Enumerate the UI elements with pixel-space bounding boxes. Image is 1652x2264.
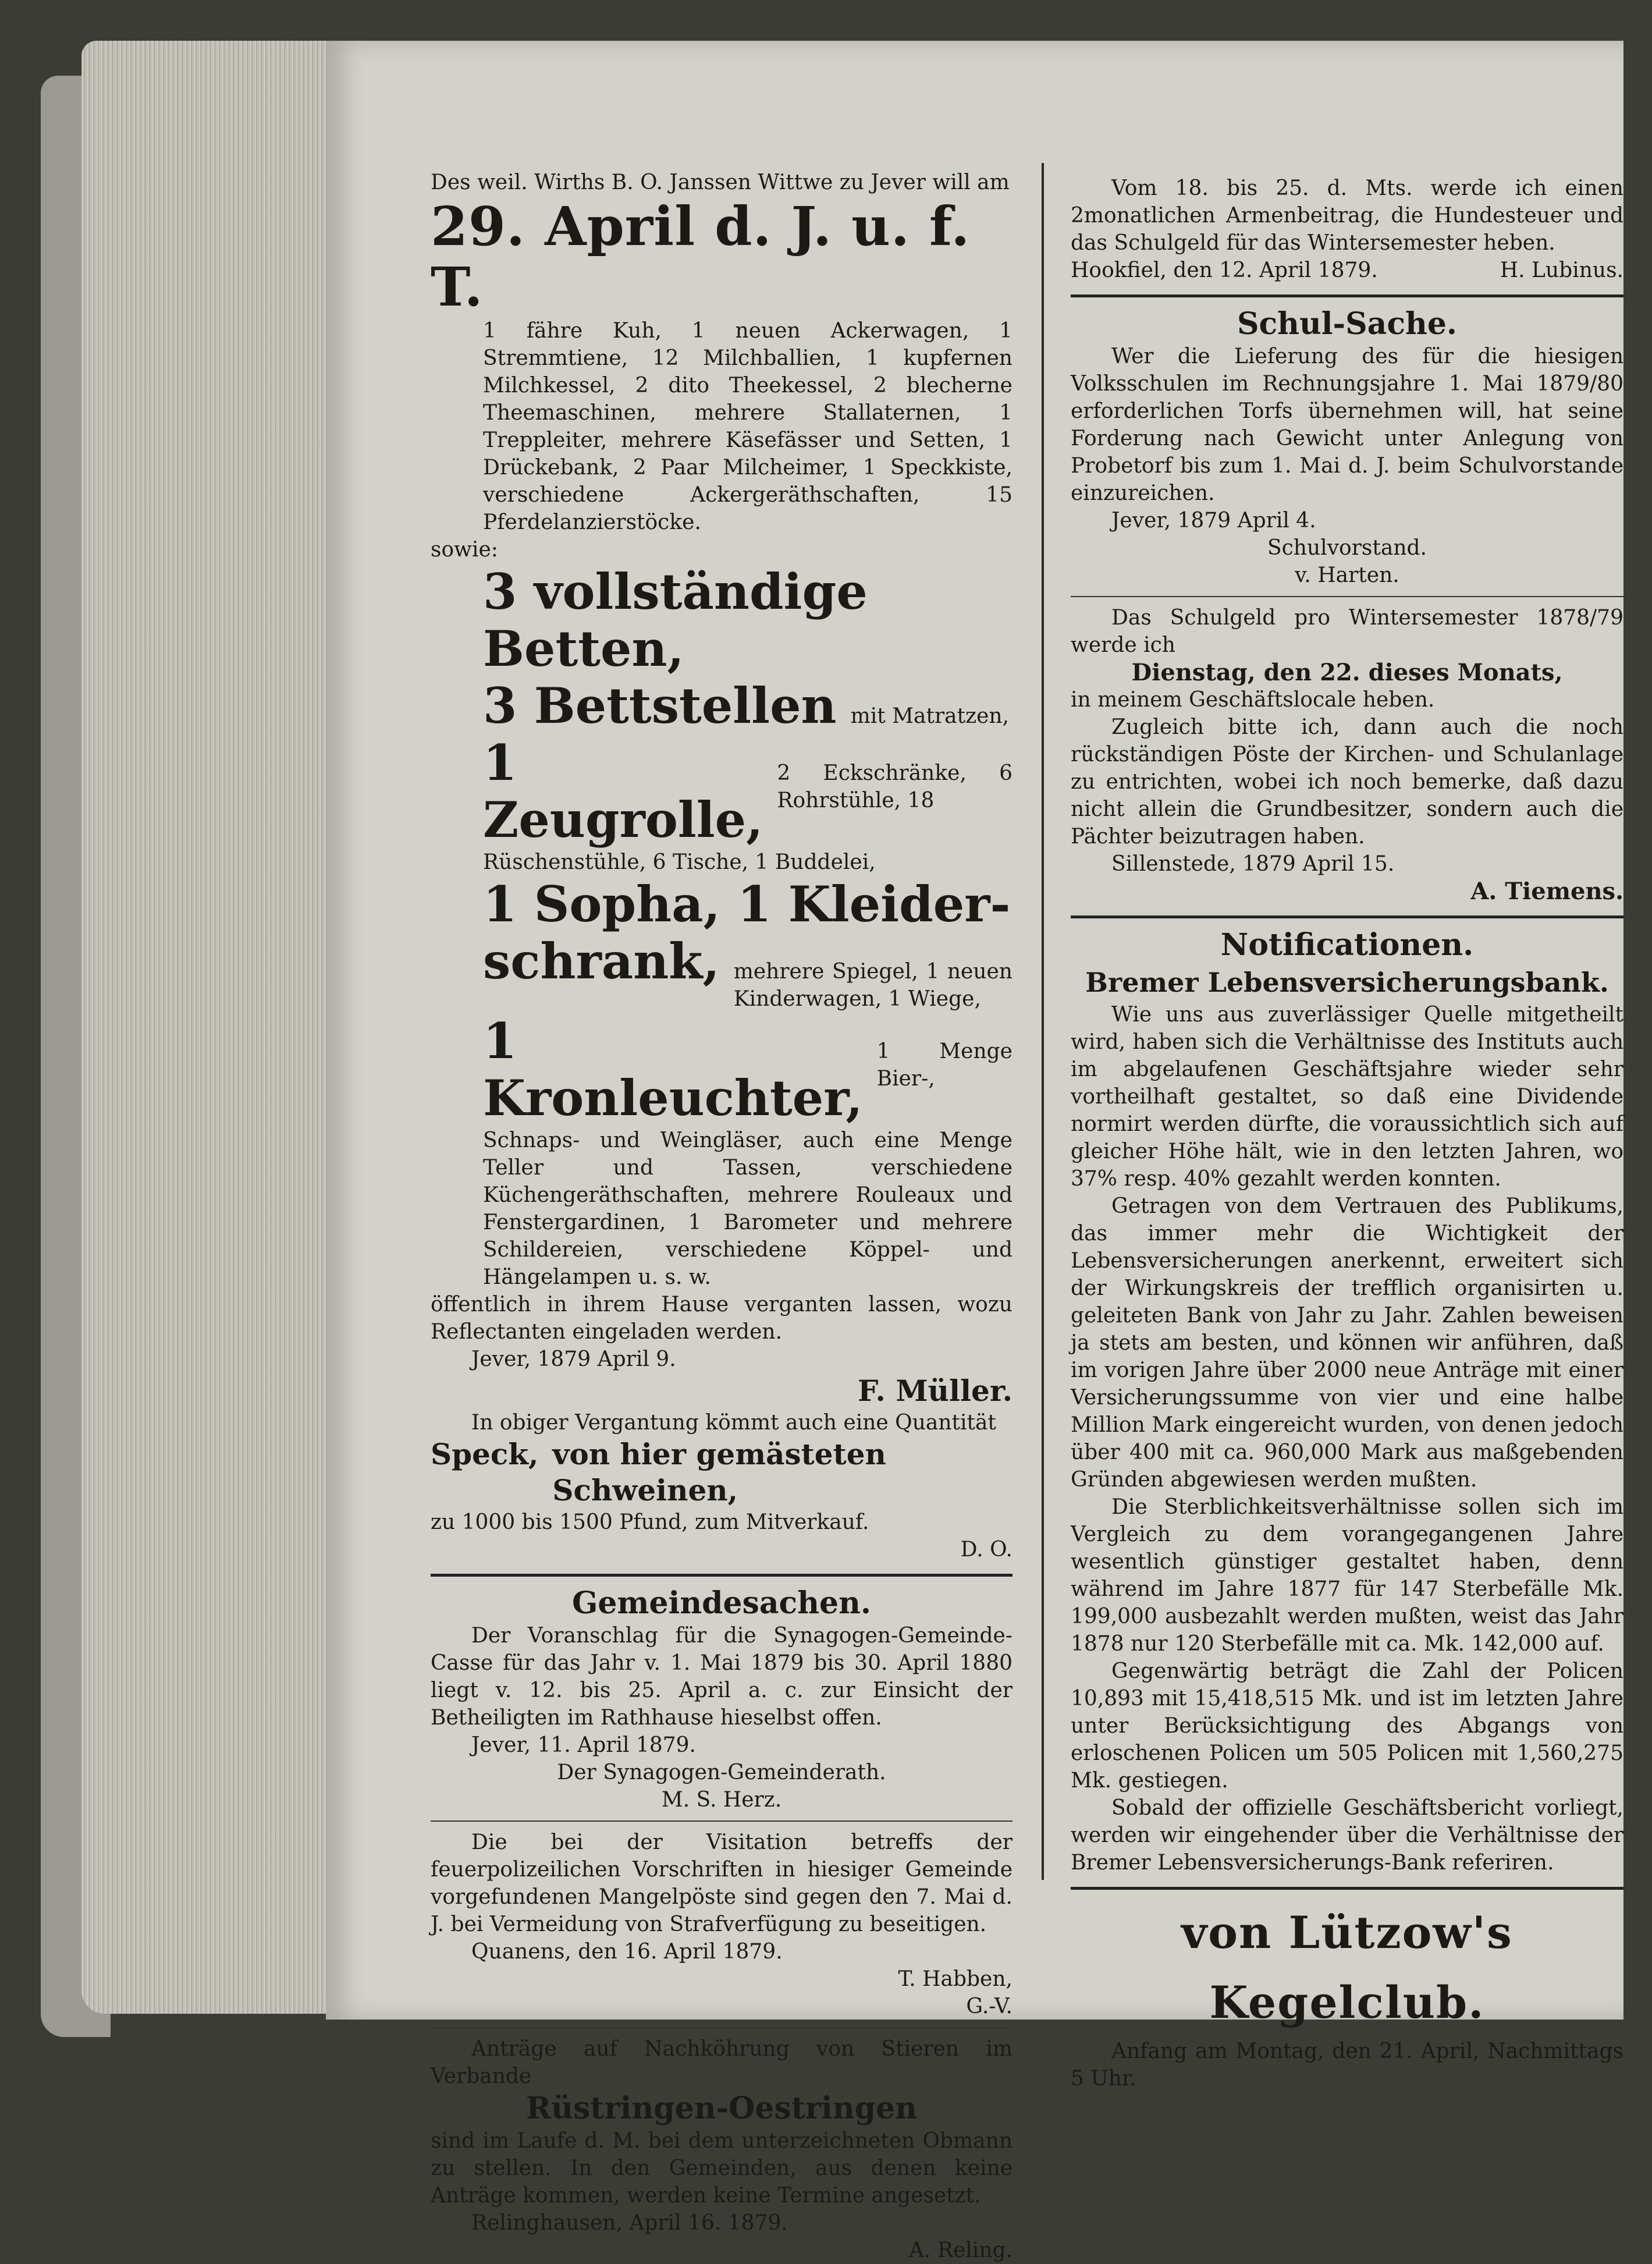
gemeindesachen-text: Der Voranschlag für die Synagogen-Gemeinde-Casse für das Jahr v. 1. Mai 1879 bis 30. April 1880 liegt v. 12. bis 25. April a. c. zur Einsicht der Betheiligten im Rathhause hieselbst offen. bbox=[431, 1624, 1012, 1730]
schulsache-place-date: Jever, 1879 April 4. bbox=[1111, 509, 1316, 533]
armenbeitrag-sign: H. Lubinus. bbox=[1500, 258, 1623, 282]
notificationen bbox=[1071, 927, 1623, 1876]
auction-speck: Speck, bbox=[431, 1437, 539, 1471]
auction-beds: 3 vollständige Betten, bbox=[483, 563, 868, 677]
visitation-sign1: T. Habben, bbox=[898, 1967, 1012, 1991]
auction-items-list: 1 fähre Kuh, 1 neuen Ackerwagen, 1 Stremmtiene, 12 Milchballien, 1 kupfernen Milchkessel, 2 dito Theekessel, 2 blecherne Theemaschinen, mehrere Stallaternen, 1 Treppleiter, mehrere Käsefässer und Setten, 1 Drückebank, 2 Paar Milcheimer, 1 Speckkiste, verschiedene Ackergeräthschaften, 15 Pferdelanzierstöcke. bbox=[483, 319, 1012, 534]
schulgeld-text3: Zugleich bitte ich, dann auch die noch rückständigen Pöste der Kirchen- und Schulanlage zu entrichten, wobei ich noch bemerke, daß dazu nicht allein die Grundbesitzer, sondern auch die Pächter beizutragen haben. bbox=[1071, 715, 1623, 849]
armenbeitrag-place-date: Hookfiel, den 12. April 1879. bbox=[1071, 258, 1378, 282]
auction-zeugrolle: 1 Zeugrolle, bbox=[483, 734, 763, 849]
auction-kuechen: Rüschenstühle, 6 Tische, 1 Buddelei, bbox=[483, 850, 876, 874]
auction-note: In obiger Vergantung kömmt auch eine Quantität bbox=[471, 1411, 996, 1435]
notificationen-p3: Die Sterblichkeitsverhältnisse sollen sich im Vergleich zu dem vorangegangenen Jahre wesentlich günstiger gestaltet haben, denn während im Jahre 1877 für 147 Sterbefälle Mk. 199,000 ausbezahlt werden mußten, weist das Jahr 1878 nur 120 Sterbefälle mit ca. Mk. 142,000 auf. bbox=[1071, 1495, 1623, 1656]
schulgeld-sign: A. Tiemens. bbox=[1470, 878, 1623, 905]
auction-schweine: von hier gemästeten Schweinen, bbox=[552, 1437, 886, 1507]
auction-speck-line bbox=[431, 1436, 1012, 1509]
notificationen-heading: Notificationen. bbox=[1220, 927, 1474, 963]
visitation-notice bbox=[431, 1829, 1012, 2020]
notificationen-p5: Sobald der offizielle Geschäftsbericht vorliegt, werden wir eingehender über die Verhältnisse der Bremer Lebensversicherungs-Bank referiren. bbox=[1071, 1796, 1623, 1875]
section-rule bbox=[431, 1821, 1012, 1822]
armenbeitrag-footer bbox=[1071, 257, 1623, 284]
notificationen-p2: Getragen von dem Vertrauen des Publikums, das immer mehr die Wichtigkeit der Lebensversicherungen anerkennt, erweitert sich der Wirkungskreis der trefflich organisirten u. geleiteten Bank von Jahr zu Jahr. Zahlen beweisen ja stets am besten, und können wir anführen, daß im vorigen Jahre über 2000 neue Anträge mit einer Versicherungssumme von vier und eine halbe Million Mark eingereicht wurden, von denen jedoch über 400 mit ca. 960,000 Mark aus maßgebenden Gründen abgewiesen werden mußten. bbox=[1071, 1194, 1623, 1492]
auction-intro: Des weil. Wirths B. O. Janssen Wittwe zu Jever will am bbox=[431, 171, 1010, 194]
kegelclub-heading: von Lützow's Kegelclub. bbox=[1181, 1907, 1513, 2028]
auction-signature: F. Müller. bbox=[858, 1374, 1012, 1408]
auction-zeugrolle-line bbox=[483, 734, 1012, 849]
visitation-sign2: G.-V. bbox=[966, 1995, 1012, 2018]
armenbeitrag-notice bbox=[1071, 175, 1623, 284]
armenbeitrag-text: Vom 18. bis 25. d. Mts. werde ich einen 2monatlichen Armenbeitrag, die Hundesteuer und das Schulgeld für das Wintersemester heben. bbox=[1071, 176, 1623, 255]
auction-schrank-detail: mehrere Spiegel, 1 neuen Kinderwagen, 1 Wiege, bbox=[733, 960, 1012, 1011]
notificationen-p4: Gegenwärtig beträgt die Zahl der Policen 10,893 mit 15,418,515 Mk. und ist im letzten Jahre unter Berücksichtigung des Abgangs von erloschenen Policen um 505 Policen mit 1,560,275 Mk. gestiegen. bbox=[1071, 1659, 1623, 1793]
stiere-place-date: Relinghausen, April 16. 1879. bbox=[471, 2211, 788, 2235]
right-column bbox=[1071, 175, 1623, 2092]
auction-bettstellen-detail: mit Matratzen, bbox=[850, 704, 1009, 728]
section-rule bbox=[1071, 915, 1623, 918]
book-page-edges bbox=[81, 41, 326, 2014]
schulsache-heading: Schul-Sache. bbox=[1237, 306, 1458, 342]
stiere-heading: Rüstringen-Oestringen bbox=[526, 2091, 917, 2126]
gemeindesachen-sign2: M. S. Herz. bbox=[661, 1788, 782, 1812]
auction-sowie: sowie: bbox=[431, 538, 498, 562]
section-rule bbox=[1071, 596, 1623, 597]
visitation-place-date: Quanens, den 16. April 1879. bbox=[471, 1940, 783, 1964]
gemeindesachen-notice bbox=[431, 1585, 1012, 1814]
notificationen-subheading: Bremer Lebensversicherungsbank. bbox=[1085, 967, 1609, 998]
section-rule bbox=[1071, 1887, 1623, 1890]
auction-advertisement bbox=[431, 169, 1012, 1563]
kegelclub-notice bbox=[1071, 1898, 1623, 2092]
auction-initials: D. O. bbox=[960, 1538, 1012, 1562]
auction-bettstellen-line bbox=[483, 677, 1012, 734]
auction-zeugrolle-detail: 2 Eckschränke, 6 Rohrstühle, 18 bbox=[777, 761, 1012, 812]
visitation-text: Die bei der Visitation betreffs der feuerpolizeilichen Vorschriften in hiesiger Gemeinde vorgefundenen Mangelpöste sind gegen den 7. Mai d. J. bei Vermeidung von Strafverfügung zu beseitigen. bbox=[431, 1830, 1012, 1936]
schulsache-sign1: Schulvorstand. bbox=[1267, 536, 1427, 560]
stiere-text: sind im Laufe d. M. bei dem unterzeichneten Obmann zu stellen. In den Gemeinden, aus denen keine Anträge kommen, werden keine Termine angesetzt. bbox=[431, 2129, 1012, 2208]
schulsache-sign2: v. Harten. bbox=[1295, 563, 1399, 587]
section-rule bbox=[431, 1574, 1012, 1577]
auction-note-2: zu 1000 bis 1500 Pfund, zum Mitverkauf. bbox=[431, 1510, 869, 1534]
gemeindesachen-heading: Gemeindesachen. bbox=[571, 1585, 872, 1621]
schulgeld-notice bbox=[1071, 604, 1623, 905]
schulgeld-text1: Das Schulgeld pro Wintersemester 1878/79 werde ich bbox=[1071, 606, 1623, 657]
notificationen-p1: Wie uns aus zuverlässiger Quelle mitgetheilt wird, haben sich die Verhältnisse des Instituts auch im abgelaufenen Geschäftsjahre wieder sehr vortheilhaft gestaltet, so daß eine Dividende normirt werden dürfte, die voraussichtlich sich auf gleicher Höhe hält, wie in den letzten Jahren, wo 37% resp. 40% gezahlt werden konnten. bbox=[1071, 1003, 1623, 1191]
stiere-line: Anträge auf Nachköhrung von Stieren im Verbande bbox=[431, 2037, 1012, 2088]
schulgeld-text2: in meinem Geschäftslocale heben. bbox=[1071, 688, 1435, 712]
auction-kronleuchter: 1 Kronleuchter, bbox=[483, 1012, 863, 1127]
auction-place-date: Jever, 1879 April 9. bbox=[471, 1347, 676, 1371]
section-rule bbox=[431, 2027, 1012, 2028]
gemeindesachen-place-date: Jever, 11. April 1879. bbox=[471, 1733, 696, 1757]
column-divider bbox=[1042, 163, 1044, 1880]
kegelclub-text: Anfang am Montag, den 21. April, Nachmittags 5 Uhr. bbox=[1071, 2039, 1623, 2091]
schulgeld-date: Dienstag, den 22. dieses Monats, bbox=[1131, 659, 1563, 686]
auction-sopha: 1 Sopha, 1 Kleider- bbox=[483, 875, 1011, 933]
auction-outro: öffentlich in ihrem Hause verganten lassen, wozu Reflectanten eingeladen werden. bbox=[431, 1293, 1012, 1344]
left-column bbox=[431, 169, 1012, 2264]
auction-kronleuchter-detail: 1 Menge Bier-, bbox=[876, 1039, 1012, 1091]
schulgeld-place-date: Sillenstede, 1879 April 15. bbox=[1111, 852, 1395, 876]
auction-date: 29. April d. J. u. f. T. bbox=[431, 195, 971, 318]
stiere-notice bbox=[431, 2035, 1012, 2264]
section-rule bbox=[1071, 294, 1623, 297]
auction-items-list-2: Schnaps- und Weingläser, auch eine Menge Teller und Tassen, verschiedene Küchengeräthschaften, mehrere Rouleaux und Fenstergardinen, 1 Barometer und mehrere Schildereien, verschiedene Köppel- und Hängelampen u. s. w. bbox=[483, 1129, 1012, 1289]
auction-kronleuchter-line bbox=[483, 1013, 1012, 1127]
auction-bettstellen: 3 Bettstellen bbox=[483, 677, 837, 734]
stiere-sign: A. Reling. bbox=[909, 2238, 1012, 2262]
schulsache-text: Wer die Lieferung des für die hiesigen Volksschulen im Rechnungsjahre 1. Mai 1879/80 erforderlichen Torfs übernehmen will, hat seine Forderung nach Gewicht unter Anlegung von Probetorf bis zum 1. Mai d. J. beim Schulvorstande einzureichen. bbox=[1071, 345, 1623, 505]
gemeindesachen-sign1: Der Synagogen-Gemeinderath. bbox=[557, 1761, 886, 1784]
auction-schrank: schrank, bbox=[483, 932, 720, 990]
auction-schrank-line bbox=[483, 933, 1012, 1013]
schulsache-notice bbox=[1071, 306, 1623, 589]
